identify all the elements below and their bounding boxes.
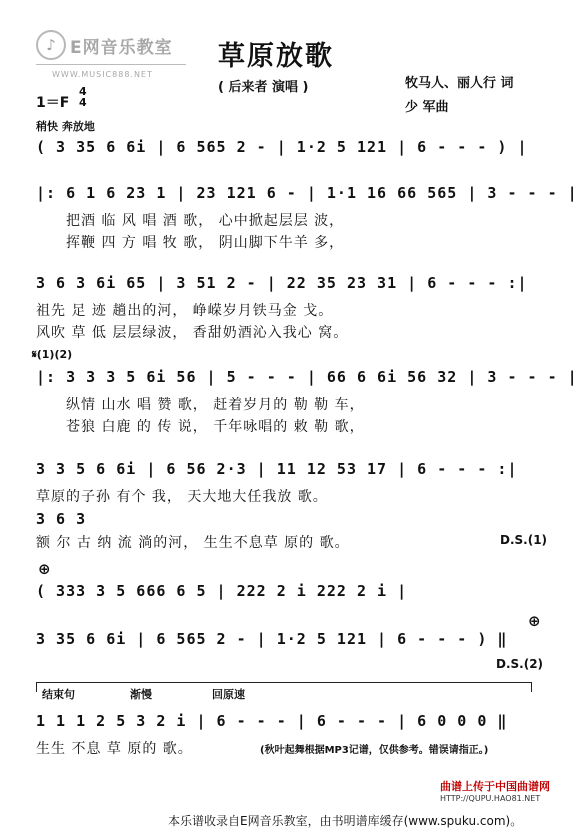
upload-url: HTTP://QUPU.HAO81.NET (440, 794, 541, 803)
notation-row-0: ( 3 35 6 6i | 6 565 2 - | 1·2 5 121 | 6 - - - ) | (36, 138, 528, 156)
time-top: 4 (79, 85, 87, 98)
lyric-row-5: 额 尔 古 纳 流 淌的河， 生生不息草 原的 歌。 (36, 535, 350, 551)
lyric-row-4: 草原的子孙 有个 我， 天大地大任我放 歌。 (36, 489, 328, 505)
key-signature: 1＝F (36, 95, 70, 111)
music-note-icon: ♪ (36, 30, 66, 60)
lyric-row-2b: 风吹 草 低 层层绿波， 香甜奶酒沁入我心 窝。 (36, 325, 349, 341)
ending-label: 结束句 (42, 688, 75, 701)
tempo-marking: 稍快 奔放地 (36, 120, 95, 133)
lyric-row-2a: 祖先 足 迹 趟出的河， 峥嵘岁月铁马金 戈。 (36, 303, 334, 319)
source-credit: 本乐谱收录自E网音乐教室，由书明谱库缓存(www.spuku.com)。 (168, 814, 523, 828)
transcription-note: (秋叶起舞根据MP3记谱，仅供参考。错误请指正。) (260, 745, 489, 756)
logo-url: WWW.MUSIC888.NET (52, 70, 153, 79)
lyric-row-1a: 把酒 临 风 唱 酒 歌， 心中掀起层层 波， (66, 213, 345, 229)
notation-row-4: 3 3 5 6 6i | 6 56 2·3 | 11 12 53 17 | 6 - - - :| (36, 460, 518, 478)
logo-divider (36, 64, 186, 65)
time-signature (79, 86, 87, 108)
upload-credit: 曲谱上传于中国曲谱网 (440, 780, 550, 793)
singer: ( 后来者 演唱 ) (218, 80, 309, 95)
ending-bracket-right (531, 682, 532, 692)
ending-bracket-left (36, 682, 37, 692)
song-title: 草原放歌 (218, 41, 334, 72)
lyric-row-3a: 纵情 山水 唱 赞 歌， 赶着岁月的 勒 勒 车， (66, 397, 365, 413)
composer: 少 军曲 (405, 100, 449, 115)
lyric-row-8: 生生 不息 草 原的 歌。 (36, 741, 193, 757)
notation-row-8: 1 1 1 2 5 3 2 i | 6 - - - | 6 - - - | 6 0 0 0 ‖ (36, 712, 508, 730)
a-tempo-label: 回原速 (212, 688, 245, 701)
time-bottom: 4 (79, 96, 87, 109)
notation-row-7: 3 35 6 6i | 6 565 2 - | 1·2 5 121 | 6 - - - ) ‖ (36, 630, 508, 648)
ending-bracket (36, 682, 532, 683)
ds-marker-2: D.S.(2) (496, 657, 544, 671)
notation-row-5: 3 6 3 (36, 510, 87, 528)
notation-row-2: 3 6 3 6i 65 | 3 51 2 - | 22 35 23 31 | 6 - - - :| (36, 274, 528, 292)
notation-row-1: |: 6 1 6 23 1 | 23 121 6 - | 1·1 16 66 565 | 3 - - - | (36, 184, 578, 202)
lyricist: 牧马人、丽人行 词 (405, 76, 514, 91)
coda-icon: ⊕ (38, 560, 51, 578)
ritardando-label: 渐慢 (130, 688, 152, 701)
ds-marker-1: D.S.(1) (500, 533, 548, 547)
lyric-row-1b: 挥鞭 四 方 唱 牧 歌， 阴山脚下牛羊 多， (66, 235, 345, 251)
lyric-row-3b: 苍狼 白鹿 的 传 说， 千年咏唱的 敕 勒 歌， (66, 419, 365, 435)
notation-row-3: |: 3 3 3 5 6i 56 | 5 - - - | 66 6 6i 56 32 | 3 - - - | (36, 368, 578, 386)
notation-row-6: ( 333 3 5 666 6 5 | 222 2 i 222 2 i | (36, 582, 408, 600)
site-logo (36, 30, 173, 60)
segno-marker: 𝄋(1)(2) (32, 348, 73, 361)
coda-icon-end: ⊕ (528, 612, 541, 630)
logo-text: E网音乐教室 (70, 37, 173, 58)
